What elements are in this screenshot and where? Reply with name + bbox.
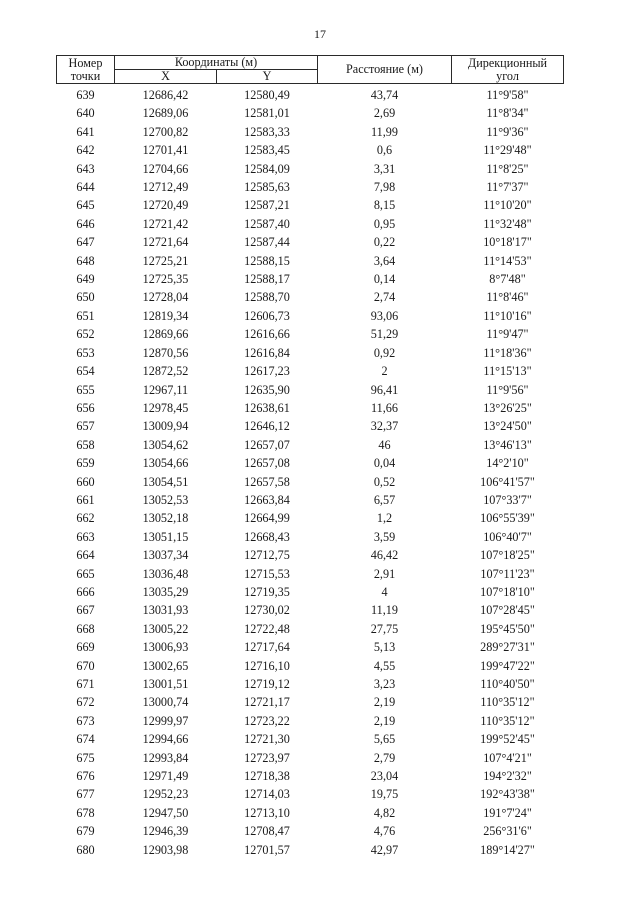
cell-distance: 2,79 bbox=[373, 750, 396, 765]
cell-distance: 3,59 bbox=[373, 529, 396, 544]
cell-x: 12971,49 bbox=[142, 769, 189, 784]
cell-x: 12686,42 bbox=[142, 88, 189, 102]
cell-direction-angle: 107°18'10" bbox=[480, 584, 535, 599]
table-row bbox=[57, 233, 564, 251]
cell-direction-angle: 13°24'50" bbox=[483, 419, 532, 434]
cell-point-number: 667 bbox=[76, 603, 95, 618]
header-x: X bbox=[115, 70, 217, 84]
cell-point-number: 653 bbox=[76, 345, 95, 360]
cell-point-number: 674 bbox=[76, 732, 95, 747]
cell-distance: 4 bbox=[381, 584, 388, 599]
table-row bbox=[57, 620, 564, 638]
cell-x: 13002,65 bbox=[142, 658, 189, 673]
table-row bbox=[57, 84, 564, 105]
cell-distance: 7,98 bbox=[373, 180, 396, 195]
cell-point-number: 671 bbox=[76, 677, 95, 691]
cell-y: 12663,84 bbox=[244, 492, 290, 507]
table-row bbox=[57, 546, 564, 564]
cell-y: 12717,64 bbox=[244, 640, 290, 655]
table-row bbox=[57, 362, 564, 380]
cell-distance: 11,66 bbox=[371, 400, 398, 415]
cell-direction-angle: 199°47'22" bbox=[480, 658, 535, 673]
cell-y: 12721,17 bbox=[244, 695, 290, 710]
table-row bbox=[57, 657, 564, 675]
cell-y: 12587,44 bbox=[244, 235, 290, 250]
table-row bbox=[57, 344, 564, 362]
cell-point-number: 680 bbox=[76, 842, 95, 857]
cell-direction-angle: 11°10'16" bbox=[483, 308, 532, 323]
cell-y: 12712,75 bbox=[244, 548, 290, 563]
cell-point-number: 669 bbox=[76, 640, 95, 655]
cell-y: 12719,12 bbox=[244, 677, 290, 691]
cell-point-number: 657 bbox=[76, 419, 95, 434]
cell-direction-angle: 13°26'25" bbox=[483, 400, 532, 415]
cell-point-number: 652 bbox=[76, 327, 95, 342]
cell-y: 12657,07 bbox=[244, 437, 290, 452]
cell-x: 12903,98 bbox=[142, 842, 189, 857]
table-row bbox=[57, 638, 564, 656]
cell-point-number: 647 bbox=[76, 235, 95, 250]
cell-point-number: 675 bbox=[76, 750, 95, 765]
cell-x: 12701,41 bbox=[142, 143, 189, 158]
cell-direction-angle: 11°9'47" bbox=[486, 327, 529, 342]
cell-y: 12585,63 bbox=[244, 180, 290, 195]
cell-distance: 8,15 bbox=[373, 198, 396, 213]
cell-y: 12718,38 bbox=[244, 769, 290, 784]
table-row bbox=[57, 712, 564, 730]
cell-x: 12700,82 bbox=[142, 124, 189, 139]
cell-y: 12580,49 bbox=[244, 88, 290, 102]
cell-direction-angle: 189°14'27" bbox=[480, 842, 535, 857]
cell-direction-angle: 8°7'48" bbox=[489, 272, 526, 287]
cell-y: 12716,10 bbox=[244, 658, 290, 673]
cell-direction-angle: 11°8'25" bbox=[486, 161, 529, 176]
cell-point-number: 666 bbox=[76, 584, 95, 599]
cell-distance: 4,82 bbox=[373, 805, 396, 820]
cell-x: 12952,23 bbox=[142, 787, 189, 802]
cell-x: 12967,11 bbox=[142, 382, 189, 397]
table-row bbox=[57, 417, 564, 435]
table-row bbox=[57, 104, 564, 122]
cell-point-number: 645 bbox=[76, 198, 95, 213]
cell-direction-angle: 199°52'45" bbox=[480, 732, 535, 747]
table-row bbox=[57, 270, 564, 288]
cell-y: 12581,01 bbox=[244, 106, 290, 121]
cell-x: 12999,97 bbox=[142, 713, 189, 728]
cell-direction-angle: 14°2'10" bbox=[486, 456, 529, 471]
cell-y: 12719,35 bbox=[244, 584, 290, 599]
cell-x: 12725,21 bbox=[142, 253, 189, 268]
header-point-number-line2: точки bbox=[70, 68, 101, 83]
cell-x: 12870,56 bbox=[142, 345, 189, 360]
cell-y: 12588,70 bbox=[244, 290, 290, 305]
cell-y: 12723,97 bbox=[244, 750, 290, 765]
cell-point-number: 665 bbox=[76, 566, 95, 581]
table-row bbox=[57, 767, 564, 785]
cell-direction-angle: 256°31'6" bbox=[483, 824, 532, 839]
table-row bbox=[57, 473, 564, 491]
cell-direction-angle: 107°18'25" bbox=[480, 548, 535, 563]
cell-point-number: 643 bbox=[76, 161, 95, 176]
cell-x: 12721,42 bbox=[142, 216, 189, 231]
coordinates-table bbox=[56, 55, 564, 859]
table-row bbox=[57, 252, 564, 270]
table-row bbox=[57, 325, 564, 343]
cell-point-number: 649 bbox=[76, 272, 95, 287]
cell-y: 12616,84 bbox=[244, 345, 290, 360]
cell-x: 13001,51 bbox=[142, 677, 189, 691]
table-row bbox=[57, 436, 564, 454]
cell-x: 13052,18 bbox=[142, 511, 189, 526]
table-row bbox=[57, 749, 564, 767]
cell-x: 12947,50 bbox=[142, 805, 189, 820]
cell-x: 12869,66 bbox=[142, 327, 189, 342]
cell-y: 12587,21 bbox=[244, 198, 290, 213]
cell-direction-angle: 195°45'50" bbox=[480, 621, 535, 636]
cell-direction-angle: 13°46'13" bbox=[483, 437, 532, 452]
header-coordinates: Координаты (м) bbox=[115, 56, 318, 70]
cell-direction-angle: 110°40'50" bbox=[480, 677, 535, 691]
cell-point-number: 639 bbox=[76, 88, 95, 102]
table-row bbox=[57, 785, 564, 803]
cell-x: 12725,35 bbox=[142, 272, 189, 287]
cell-x: 13054,66 bbox=[142, 456, 189, 471]
cell-direction-angle: 107°4'21" bbox=[483, 750, 532, 765]
cell-y: 12721,30 bbox=[244, 732, 290, 747]
table-row bbox=[57, 730, 564, 748]
table-row bbox=[57, 509, 564, 527]
cell-direction-angle: 192°43'38" bbox=[480, 787, 535, 802]
cell-y: 12646,12 bbox=[244, 419, 290, 434]
cell-point-number: 658 bbox=[76, 437, 95, 452]
cell-y: 12588,15 bbox=[244, 253, 290, 268]
cell-distance: 46 bbox=[378, 437, 391, 452]
table-row bbox=[57, 675, 564, 693]
table-row bbox=[57, 601, 564, 619]
cell-x: 12720,49 bbox=[142, 198, 189, 213]
cell-direction-angle: 107°33'7" bbox=[483, 492, 532, 507]
cell-y: 12714,03 bbox=[244, 787, 290, 802]
cell-distance: 46,42 bbox=[370, 548, 399, 563]
cell-distance: 0,04 bbox=[373, 456, 396, 471]
table-body bbox=[57, 84, 564, 860]
table-row bbox=[57, 528, 564, 546]
cell-y: 12715,53 bbox=[244, 566, 290, 581]
cell-direction-angle: 106°55'39" bbox=[480, 511, 535, 526]
cell-y: 12713,10 bbox=[244, 805, 290, 820]
cell-x: 13054,51 bbox=[142, 474, 189, 489]
cell-x: 12994,66 bbox=[142, 732, 189, 747]
cell-direction-angle: 289°27'31" bbox=[480, 640, 535, 655]
cell-point-number: 663 bbox=[76, 529, 95, 544]
cell-y: 12708,47 bbox=[244, 824, 290, 839]
cell-distance: 2,19 bbox=[373, 713, 396, 728]
cell-x: 13031,93 bbox=[142, 603, 189, 618]
cell-point-number: 655 bbox=[76, 382, 95, 397]
table-row bbox=[57, 583, 564, 601]
cell-direction-angle: 11°10'20" bbox=[483, 198, 532, 213]
cell-point-number: 660 bbox=[76, 474, 95, 489]
table-row bbox=[57, 399, 564, 417]
header-direction-angle bbox=[452, 56, 564, 84]
cell-point-number: 668 bbox=[76, 621, 95, 636]
table-row bbox=[57, 491, 564, 509]
cell-point-number: 678 bbox=[76, 805, 95, 820]
cell-point-number: 646 bbox=[76, 216, 95, 231]
cell-distance: 32,37 bbox=[370, 419, 399, 434]
cell-x: 12946,39 bbox=[142, 824, 189, 839]
table-row bbox=[57, 288, 564, 306]
page-number: 17 bbox=[314, 27, 326, 41]
cell-point-number: 664 bbox=[76, 548, 95, 563]
cell-direction-angle: 110°35'12" bbox=[480, 713, 535, 728]
cell-point-number: 662 bbox=[76, 511, 95, 526]
cell-direction-angle: 11°8'46" bbox=[486, 290, 529, 305]
table-row bbox=[57, 822, 564, 840]
cell-direction-angle: 11°18'36" bbox=[483, 345, 532, 360]
cell-distance: 1,2 bbox=[376, 511, 393, 526]
cell-x: 13005,22 bbox=[142, 621, 189, 636]
table-row bbox=[57, 178, 564, 196]
cell-direction-angle: 106°40'7" bbox=[483, 529, 532, 544]
cell-x: 12721,64 bbox=[142, 235, 189, 250]
cell-distance: 2,74 bbox=[373, 290, 396, 305]
cell-x: 13006,93 bbox=[142, 640, 189, 655]
cell-x: 13054,62 bbox=[142, 437, 189, 452]
table-row bbox=[57, 160, 564, 178]
cell-y: 12584,09 bbox=[244, 161, 290, 176]
cell-point-number: 651 bbox=[76, 308, 95, 323]
cell-y: 12701,57 bbox=[244, 842, 290, 857]
cell-y: 12587,40 bbox=[244, 216, 290, 231]
cell-x: 12872,52 bbox=[142, 364, 189, 379]
cell-point-number: 641 bbox=[76, 124, 95, 139]
cell-point-number: 656 bbox=[76, 400, 95, 415]
cell-x: 13037,34 bbox=[142, 548, 189, 563]
cell-point-number: 670 bbox=[76, 658, 95, 673]
cell-distance: 93,06 bbox=[370, 308, 399, 323]
table-row bbox=[57, 454, 564, 472]
cell-distance: 42,97 bbox=[370, 842, 399, 857]
cell-point-number: 676 bbox=[76, 769, 95, 784]
cell-direction-angle: 106°41'57" bbox=[480, 474, 535, 489]
cell-y: 12723,22 bbox=[244, 713, 290, 728]
cell-direction-angle: 11°7'37" bbox=[486, 180, 529, 195]
cell-y: 12606,73 bbox=[244, 308, 290, 323]
table-row bbox=[57, 804, 564, 822]
cell-distance: 11,19 bbox=[371, 603, 398, 618]
cell-distance: 2 bbox=[381, 364, 388, 379]
table-row bbox=[57, 307, 564, 325]
cell-direction-angle: 107°28'45" bbox=[480, 603, 535, 618]
cell-y: 12668,43 bbox=[244, 529, 290, 544]
header-y: Y bbox=[217, 70, 318, 84]
cell-distance: 4,55 bbox=[373, 658, 396, 673]
cell-x: 12712,49 bbox=[142, 180, 189, 195]
cell-distance: 2,91 bbox=[373, 566, 396, 581]
cell-point-number: 644 bbox=[76, 180, 95, 195]
cell-y: 12588,17 bbox=[244, 272, 290, 287]
cell-point-number: 650 bbox=[76, 290, 95, 305]
header-point-number-line1: Номер bbox=[68, 55, 103, 70]
cell-y: 12664,99 bbox=[244, 511, 290, 526]
cell-y: 12617,23 bbox=[244, 364, 290, 379]
cell-x: 13036,48 bbox=[142, 566, 189, 581]
cell-x: 12704,66 bbox=[142, 161, 189, 176]
cell-distance: 3,23 bbox=[373, 677, 396, 691]
table-header bbox=[57, 56, 564, 84]
table-row bbox=[57, 196, 564, 214]
table-row bbox=[57, 381, 564, 399]
cell-distance: 11,99 bbox=[371, 124, 398, 139]
cell-direction-angle: 11°8'34" bbox=[486, 106, 529, 121]
cell-distance: 5,13 bbox=[373, 640, 396, 655]
cell-distance: 3,64 bbox=[373, 253, 396, 268]
table-row bbox=[57, 693, 564, 711]
cell-distance: 0,95 bbox=[373, 216, 396, 231]
cell-distance: 0,6 bbox=[376, 143, 393, 158]
cell-distance: 0,92 bbox=[373, 345, 396, 360]
cell-x: 12819,34 bbox=[142, 308, 189, 323]
cell-direction-angle: 11°9'36" bbox=[486, 124, 529, 139]
cell-direction-angle: 110°35'12" bbox=[480, 695, 535, 710]
cell-point-number: 654 bbox=[76, 364, 95, 379]
cell-x: 13052,53 bbox=[142, 492, 189, 507]
table-row bbox=[57, 215, 564, 233]
table-row bbox=[57, 141, 564, 159]
cell-distance: 43,74 bbox=[370, 88, 399, 102]
cell-direction-angle: 11°15'13" bbox=[483, 364, 532, 379]
cell-x: 12689,06 bbox=[142, 106, 189, 121]
cell-distance: 6,57 bbox=[373, 492, 396, 507]
cell-direction-angle: 191°7'24" bbox=[483, 805, 532, 820]
cell-point-number: 673 bbox=[76, 713, 95, 728]
cell-direction-angle: 11°14'53" bbox=[483, 253, 532, 268]
header-point-number bbox=[57, 56, 115, 84]
cell-distance: 3,31 bbox=[373, 161, 396, 176]
cell-distance: 23,04 bbox=[370, 769, 399, 784]
cell-direction-angle: 11°9'58" bbox=[486, 88, 529, 102]
cell-point-number: 679 bbox=[76, 824, 95, 839]
cell-point-number: 661 bbox=[76, 492, 95, 507]
cell-direction-angle: 11°9'56" bbox=[486, 382, 529, 397]
cell-distance: 19,75 bbox=[370, 787, 399, 802]
header-direction-angle-line2: угол bbox=[496, 68, 519, 83]
cell-y: 12616,66 bbox=[244, 327, 290, 342]
table-row bbox=[57, 565, 564, 583]
cell-point-number: 659 bbox=[76, 456, 95, 471]
cell-point-number: 648 bbox=[76, 253, 95, 268]
cell-x: 13000,74 bbox=[142, 695, 189, 710]
cell-distance: 51,29 bbox=[370, 327, 399, 342]
header-distance: Расстояние (м) bbox=[318, 56, 452, 84]
cell-direction-angle: 10°18'17" bbox=[483, 235, 532, 250]
cell-y: 12638,61 bbox=[244, 400, 290, 415]
cell-x: 12978,45 bbox=[142, 400, 189, 415]
cell-direction-angle: 11°29'48" bbox=[483, 143, 532, 158]
cell-y: 12722,48 bbox=[244, 621, 290, 636]
cell-y: 12583,33 bbox=[244, 124, 290, 139]
cell-distance: 2,19 bbox=[373, 695, 396, 710]
cell-y: 12635,90 bbox=[244, 382, 290, 397]
table-row bbox=[57, 123, 564, 141]
cell-distance: 0,14 bbox=[373, 272, 396, 287]
cell-distance: 0,52 bbox=[373, 474, 396, 489]
header-direction-angle-line1: Дирекционный bbox=[467, 55, 548, 70]
cell-distance: 4,76 bbox=[373, 824, 396, 839]
cell-x: 12728,04 bbox=[142, 290, 189, 305]
cell-distance: 96,41 bbox=[370, 382, 399, 397]
cell-x: 12993,84 bbox=[142, 750, 189, 765]
cell-direction-angle: 11°32'48" bbox=[483, 216, 532, 231]
cell-x: 13035,29 bbox=[142, 584, 189, 599]
cell-y: 12657,58 bbox=[244, 474, 290, 489]
cell-y: 12730,02 bbox=[244, 603, 290, 618]
cell-y: 12583,45 bbox=[244, 143, 290, 158]
cell-x: 13051,15 bbox=[142, 529, 189, 544]
cell-x: 13009,94 bbox=[142, 419, 189, 434]
cell-point-number: 640 bbox=[76, 106, 95, 121]
cell-direction-angle: 194°2'32" bbox=[483, 769, 532, 784]
cell-point-number: 677 bbox=[76, 787, 95, 802]
table-row bbox=[57, 841, 564, 859]
cell-distance: 27,75 bbox=[370, 621, 399, 636]
cell-distance: 5,65 bbox=[373, 732, 396, 747]
cell-point-number: 642 bbox=[76, 143, 95, 158]
cell-direction-angle: 107°11'23" bbox=[480, 566, 535, 581]
cell-distance: 2,69 bbox=[373, 106, 396, 121]
cell-y: 12657,08 bbox=[244, 456, 290, 471]
cell-point-number: 672 bbox=[76, 695, 95, 710]
cell-distance: 0,22 bbox=[373, 235, 396, 250]
